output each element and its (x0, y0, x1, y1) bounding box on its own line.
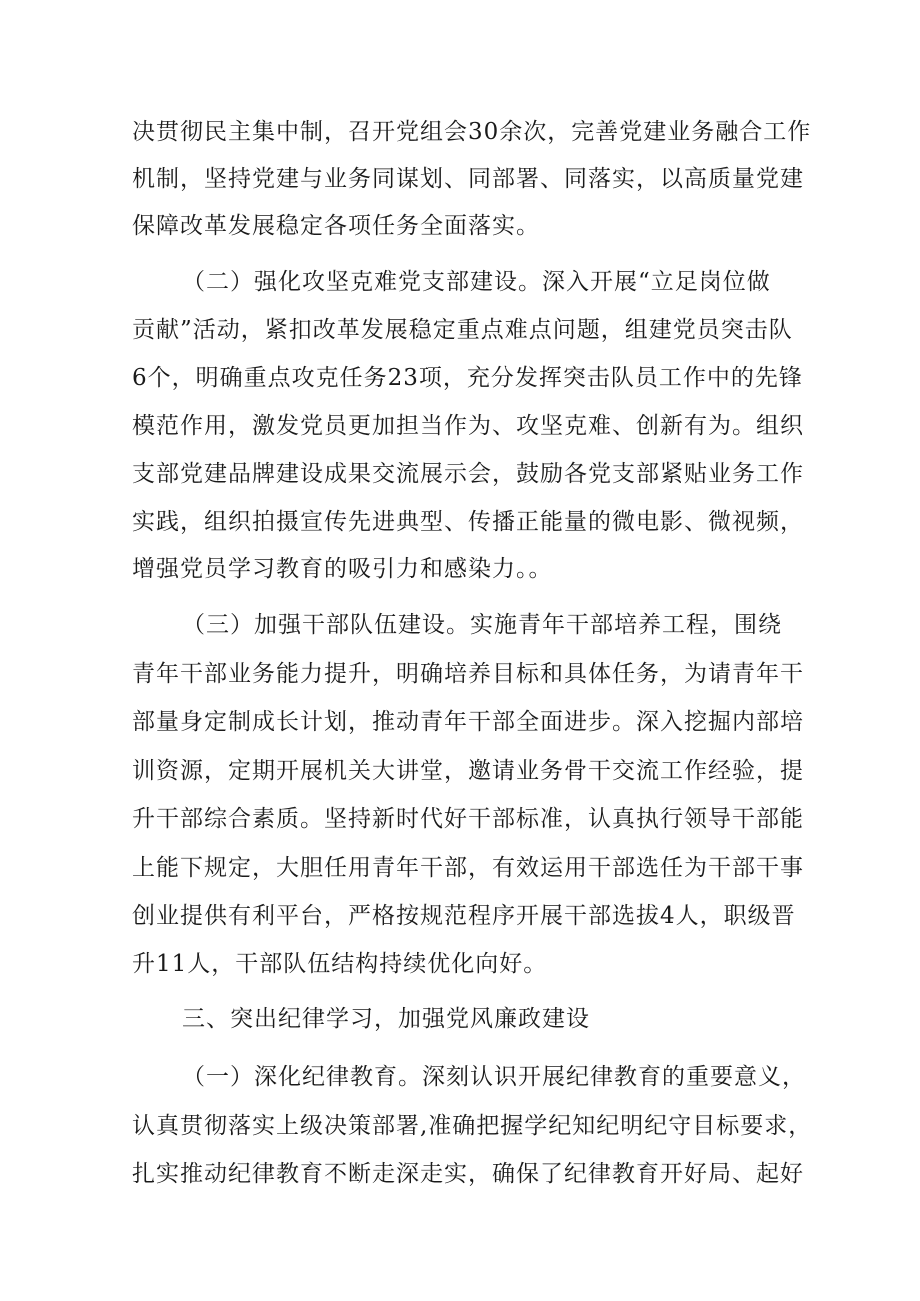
paragraph-line: 训资源，定期开展机关大讲堂，邀请业务骨干交流工作经验，提 (132, 758, 804, 784)
paragraph-line: 决贯彻民主集中制，召开党组会30余次，完善党建业务融合工作 (132, 119, 812, 145)
paragraph-line: （一）深化纪律教育。深刻认识开展纪律教育的重要意义， (182, 1064, 806, 1090)
paragraph-line: 模范作用，激发党员更加担当作为、攻坚克难、创新有为。组织 (132, 413, 804, 439)
paragraph-line: 贡献”活动，紧扣改革发展稳定重点难点问题，组建党员突击队 (132, 317, 793, 343)
paragraph-line: 青年干部业务能力提升，明确培养目标和具体任务，为请青年干 (132, 661, 804, 687)
paragraph-line: 保障改革发展稳定各项任务全面落实。 (132, 213, 540, 239)
paragraph-line: 升11人，干部队伍结构持续优化向好。 (132, 951, 548, 977)
paragraph-line: 扎实推动纪律教育不断走深走实，确保了纪律教育开好局、起好 (132, 1161, 804, 1187)
paragraph-line: 6个，明确重点攻克任务23项，充分发挥突击队员工作中的先锋 (132, 365, 803, 391)
paragraph-line: （二）强化攻坚克难党支部建设。深入开展“立足岗位做 (182, 269, 771, 295)
paragraph-line: 实践，组织拍摄宣传先进典型、传播正能量的微电影、微视频， (132, 509, 804, 535)
paragraph-line: 部量身定制成长计划，推动青年干部全面进步。深入挖掘内部培 (132, 709, 804, 735)
paragraph-line: 上能下规定，大胆任用青年干部，有效运用干部选任为干部干事 (132, 855, 804, 881)
paragraph-line: 认真贯彻落实上级决策部署,准确把握学纪知纪明纪守目标要求， (132, 1113, 813, 1139)
paragraph-line: 机制，坚持党建与业务同谋划、同部署、同落实，以高质量党建 (132, 166, 804, 192)
section-heading: 三、突出纪律学习，加强党风廉政建设 (182, 1006, 590, 1032)
paragraph-line: 升干部综合素质。坚持新时代好干部标准，认真执行领导干部能 (132, 806, 804, 832)
paragraph-line: 支部党建品牌建设成果交流展示会，鼓励各党支部紧贴业务工作 (132, 461, 804, 487)
paragraph-line: 增强党员学习教育的吸引力和感染力。。 (132, 556, 553, 582)
paragraph-line: 创业提供有利平台，严格按规范程序开展干部选拔4人，职级晋 (132, 903, 796, 929)
paragraph-line: （三）加强干部队伍建设。实施青年干部培养工程，围绕 (182, 612, 782, 638)
